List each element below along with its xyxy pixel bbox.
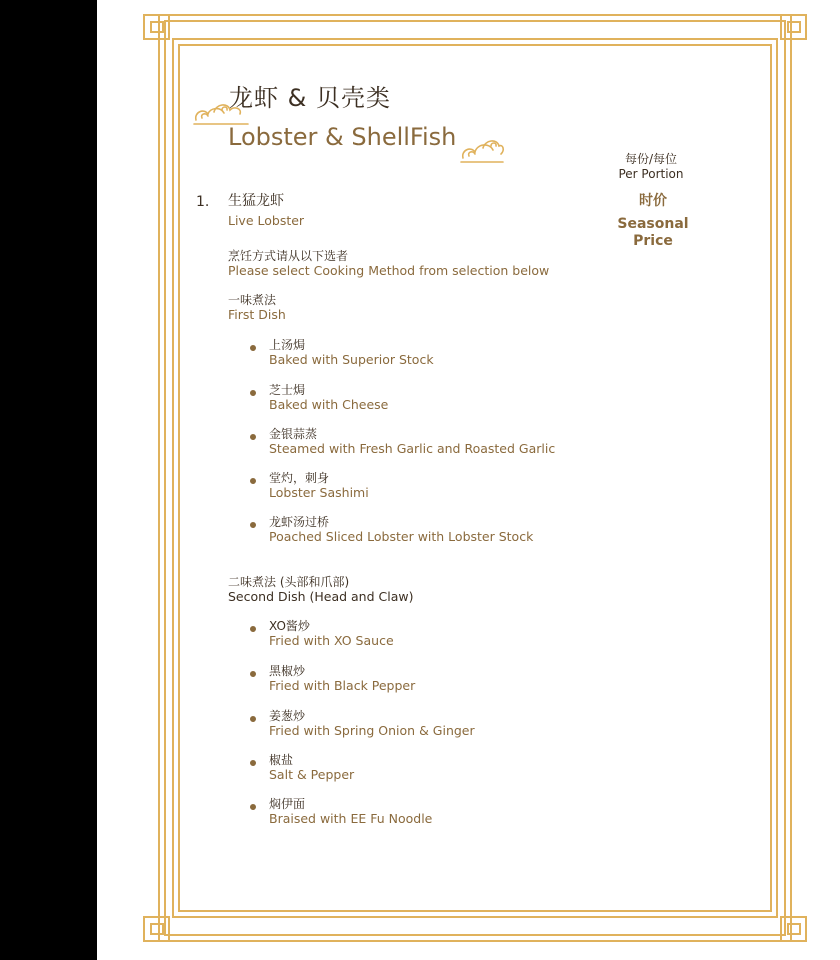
section-title-english: Lobster & ShellFish [228, 123, 457, 151]
item-name-english: Live Lobster [228, 213, 305, 228]
second-option-1-english: Fried with XO Sauce [269, 633, 394, 648]
second-dish-heading-english: Second Dish (Head and Claw) [228, 589, 414, 604]
first-option-3-chinese: 金银蒜蒸 [269, 427, 318, 441]
second-option-4-english: Salt & Pepper [269, 767, 355, 782]
second-option-1-chinese: XO酱炒 [269, 619, 310, 633]
select-instruction-english: Please select Cooking Method from selection below [228, 263, 550, 278]
second-option-5-english: Braised with EE Fu Noodle [269, 811, 433, 826]
bullet-dot-icon [250, 478, 256, 484]
select-instruction-chinese: 烹饪方式请从以下选者 [228, 249, 349, 263]
menu-page [97, 0, 840, 960]
bullet-dot-icon [250, 804, 256, 810]
bullet-dot-icon [250, 760, 256, 766]
first-option-4-english: Lobster Sashimi [269, 485, 369, 500]
first-option-5-english: Poached Sliced Lobster with Lobster Stock [269, 529, 534, 544]
second-option-4-chinese: 椒盐 [269, 753, 294, 767]
section-title-chinese: 龙虾 & 贝壳类 [229, 84, 391, 112]
price-chinese: 时价 [639, 193, 667, 209]
item-name-chinese: 生猛龙虾 [228, 193, 284, 209]
item-number: 1. [196, 194, 210, 210]
second-option-2-chinese: 黑椒炒 [269, 664, 306, 678]
cloud-ornament-icon [459, 132, 507, 166]
bullet-dot-icon [250, 434, 256, 440]
second-dish-heading-chinese: 二味煮法 (头部和爪部) [228, 575, 350, 589]
second-option-5-chinese: 焖伊面 [269, 797, 306, 811]
bullet-dot-icon [250, 716, 256, 722]
per-portion-english: Per Portion [618, 167, 684, 181]
first-option-1-english: Baked with Superior Stock [269, 352, 434, 367]
first-option-1-chinese: 上汤焗 [269, 338, 306, 352]
second-option-3-chinese: 姜葱炒 [269, 709, 306, 723]
bullet-dot-icon [250, 345, 256, 351]
per-portion-chinese: 每份/每位 [624, 152, 678, 166]
first-option-3-english: Steamed with Fresh Garlic and Roasted Garlic [269, 441, 556, 456]
first-option-4-chinese: 堂灼，刺身 [269, 471, 330, 485]
first-option-2-chinese: 芝士焗 [269, 383, 306, 397]
bullet-dot-icon [250, 390, 256, 396]
price-english-line1: Seasonal [617, 216, 689, 232]
second-option-2-english: Fried with Black Pepper [269, 678, 416, 693]
first-option-2-english: Baked with Cheese [269, 397, 389, 412]
bullet-dot-icon [250, 671, 256, 677]
first-option-5-chinese: 龙虾汤过桥 [269, 515, 330, 529]
bullet-dot-icon [250, 626, 256, 632]
price-english-line2: Price [633, 233, 673, 249]
bullet-dot-icon [250, 522, 256, 528]
first-dish-heading-chinese: 一味煮法 [228, 293, 277, 307]
first-dish-heading-english: First Dish [228, 307, 286, 322]
second-option-3-english: Fried with Spring Onion & Ginger [269, 723, 475, 738]
